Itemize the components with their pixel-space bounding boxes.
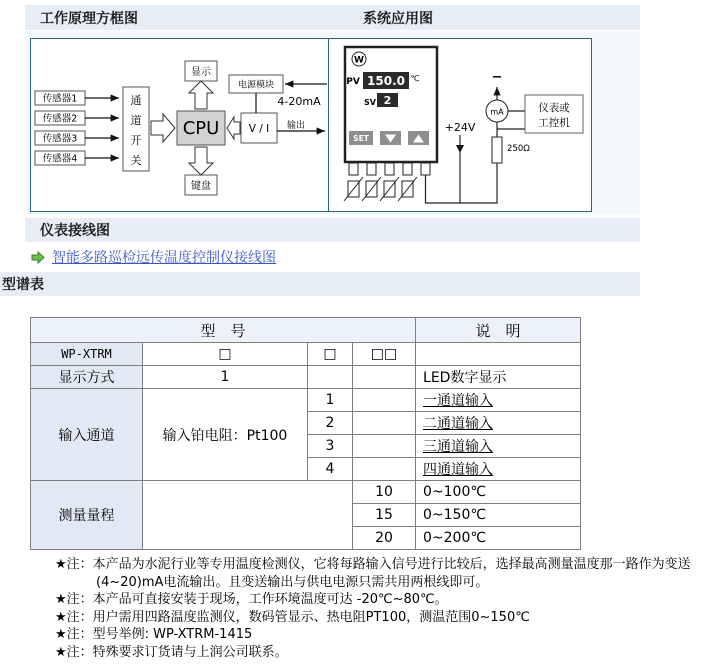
input-type-cell: 输入铂电阻：Pt100 <box>143 389 308 481</box>
sv-value: 2 <box>383 94 392 107</box>
empty-cell <box>353 412 416 435</box>
ma-meter-label: mA <box>490 107 504 117</box>
resistor-label: 250Ω <box>507 144 530 154</box>
sensor4-label: 传感器4 <box>42 153 78 165</box>
principle-title: 工作原理方框图 <box>40 10 138 27</box>
channel-code-cell: 4 <box>308 458 353 481</box>
principle-diagram <box>30 38 332 212</box>
principle-diagram-svg <box>31 39 329 209</box>
terminal-pin <box>421 163 430 175</box>
switch-to-cpu-arrow <box>151 114 175 142</box>
wiring-title: 仪表接线图 <box>40 223 110 239</box>
empty-cell <box>353 366 416 389</box>
channel-code-cell: 2 <box>308 412 353 435</box>
pv-value: 150.0 <box>367 74 405 88</box>
sensor3-label: 传感器3 <box>42 133 78 145</box>
note-item: ★注：本产品可直接安装于现场，工作环境温度可达 -20℃~80℃。 <box>55 592 448 607</box>
range-desc-cell: 0~150℃ <box>416 504 581 527</box>
display-label-cell: 显示方式 <box>31 366 143 389</box>
channel-switch-char2: 道 <box>130 114 142 127</box>
model-code-cell: WP-XTRM <box>31 343 143 366</box>
range-desc-cell: 0~100℃ <box>416 481 581 504</box>
model-spectrum-table <box>30 317 581 550</box>
supply-label: +24V <box>444 121 476 134</box>
sv-label: SV <box>364 98 376 107</box>
range-label-cell: 测量量程 <box>31 481 143 550</box>
table-header-row <box>31 318 581 343</box>
link-arrow-icon <box>31 251 45 264</box>
desc-header-cell: 说 明 <box>416 318 581 343</box>
brand-logo-letter: W <box>354 55 364 66</box>
loop-wire <box>426 163 498 203</box>
range-desc-cell: 0~200℃ <box>416 527 581 550</box>
minus-terminal: − <box>491 70 503 85</box>
note-item: ★注：特殊要求订货请与上润公司联系。 <box>55 644 288 660</box>
wiring-link-row <box>31 247 276 267</box>
note-item: ★注：用户需用四路温度监测仪，数码管显示、热电阻PT100，测温范围0~150℃ <box>55 609 530 625</box>
set-button-label: SET <box>353 134 369 143</box>
note-item: ★注：型号举例: WP-XTRM-1415 <box>55 627 253 642</box>
range-code-cell: 20 <box>353 527 416 550</box>
table-row <box>31 366 581 389</box>
display-label: 显示 <box>191 67 211 78</box>
notes-section <box>55 556 705 661</box>
cpu-to-keyboard-arrow <box>189 147 213 175</box>
sensor2-label: 传感器2 <box>42 113 78 125</box>
spectrum-title: 型谱表 <box>2 277 44 293</box>
display-code-cell: 1 <box>143 366 308 389</box>
cpu-label: CPU <box>182 118 220 139</box>
channel-desc-cell: 三通道输入 <box>416 435 581 458</box>
wiring-section-header <box>25 218 640 242</box>
output-label: 输出 <box>286 121 306 131</box>
input-label-cell: 输入通道 <box>31 389 143 481</box>
application-diagram <box>328 38 592 212</box>
channel-switch-char1: 通 <box>130 94 142 107</box>
empty-cell <box>353 435 416 458</box>
note-item: ★注：本产品为水泥行业等专用温度检测仪，它将每路输入信号进行比较后，选择最高测量温度那一路作为变送(4~20)mA电流输出。且变送输出与供电电源只需共用两根线即可。 <box>55 557 691 590</box>
empty-cell <box>353 389 416 412</box>
terminal-pin <box>403 163 412 175</box>
current-range-label: 4-20mA <box>277 95 321 108</box>
channel-desc-cell: 一通道输入 <box>416 389 581 412</box>
pv-unit: ℃ <box>410 74 420 83</box>
application-diagram-svg <box>329 39 589 209</box>
range-code-cell: 15 <box>353 504 416 527</box>
application-title: 系统应用图 <box>363 10 433 27</box>
table-row <box>31 389 581 412</box>
empty-cell <box>308 366 353 389</box>
terminal-pin <box>385 163 394 175</box>
channel-code-cell: 1 <box>308 389 353 412</box>
display-desc-cell: LED数字显示 <box>416 366 581 389</box>
vi-label: V / I <box>248 123 270 135</box>
model-slot1-cell: □ <box>143 343 308 366</box>
device-label-line1: 仪表或 <box>538 102 570 114</box>
empty-cell <box>416 343 581 366</box>
model-slot2-cell: □ <box>308 343 353 366</box>
device-label-line2: 工控机 <box>538 117 570 129</box>
terminal-pin <box>367 163 376 175</box>
range-code-cell: 10 <box>353 481 416 504</box>
table-row <box>31 343 581 366</box>
power-module-label: 电源模块 <box>237 80 275 91</box>
channel-code-cell: 3 <box>308 435 353 458</box>
model-header-cell: 型 号 <box>31 318 416 343</box>
vi-to-cpu-arrow <box>227 117 240 139</box>
top-section-header <box>25 5 640 30</box>
channel-desc-cell: 二通道输入 <box>416 412 581 435</box>
model-slot3-cell: □□ <box>353 343 416 366</box>
sensor1-label: 传感器1 <box>42 93 78 105</box>
channel-switch-char4: 关 <box>130 154 142 167</box>
pv-label: PV <box>346 77 360 87</box>
keyboard-label: 键盘 <box>191 181 211 192</box>
spectrum-section-header <box>0 272 640 296</box>
wiring-diagram-link[interactable]: 智能多路巡检远传温度控制仪接线图 <box>52 250 276 266</box>
channel-switch-char3: 开 <box>130 134 142 147</box>
empty-cell <box>353 458 416 481</box>
channel-desc-cell: 四通道输入 <box>416 458 581 481</box>
cpu-to-display-arrow <box>189 81 213 109</box>
diagram-panel <box>25 31 640 214</box>
resistor-symbol <box>492 137 502 163</box>
empty-merged-cell <box>143 481 353 550</box>
terminal-pin <box>349 163 358 175</box>
table-row <box>31 481 581 504</box>
